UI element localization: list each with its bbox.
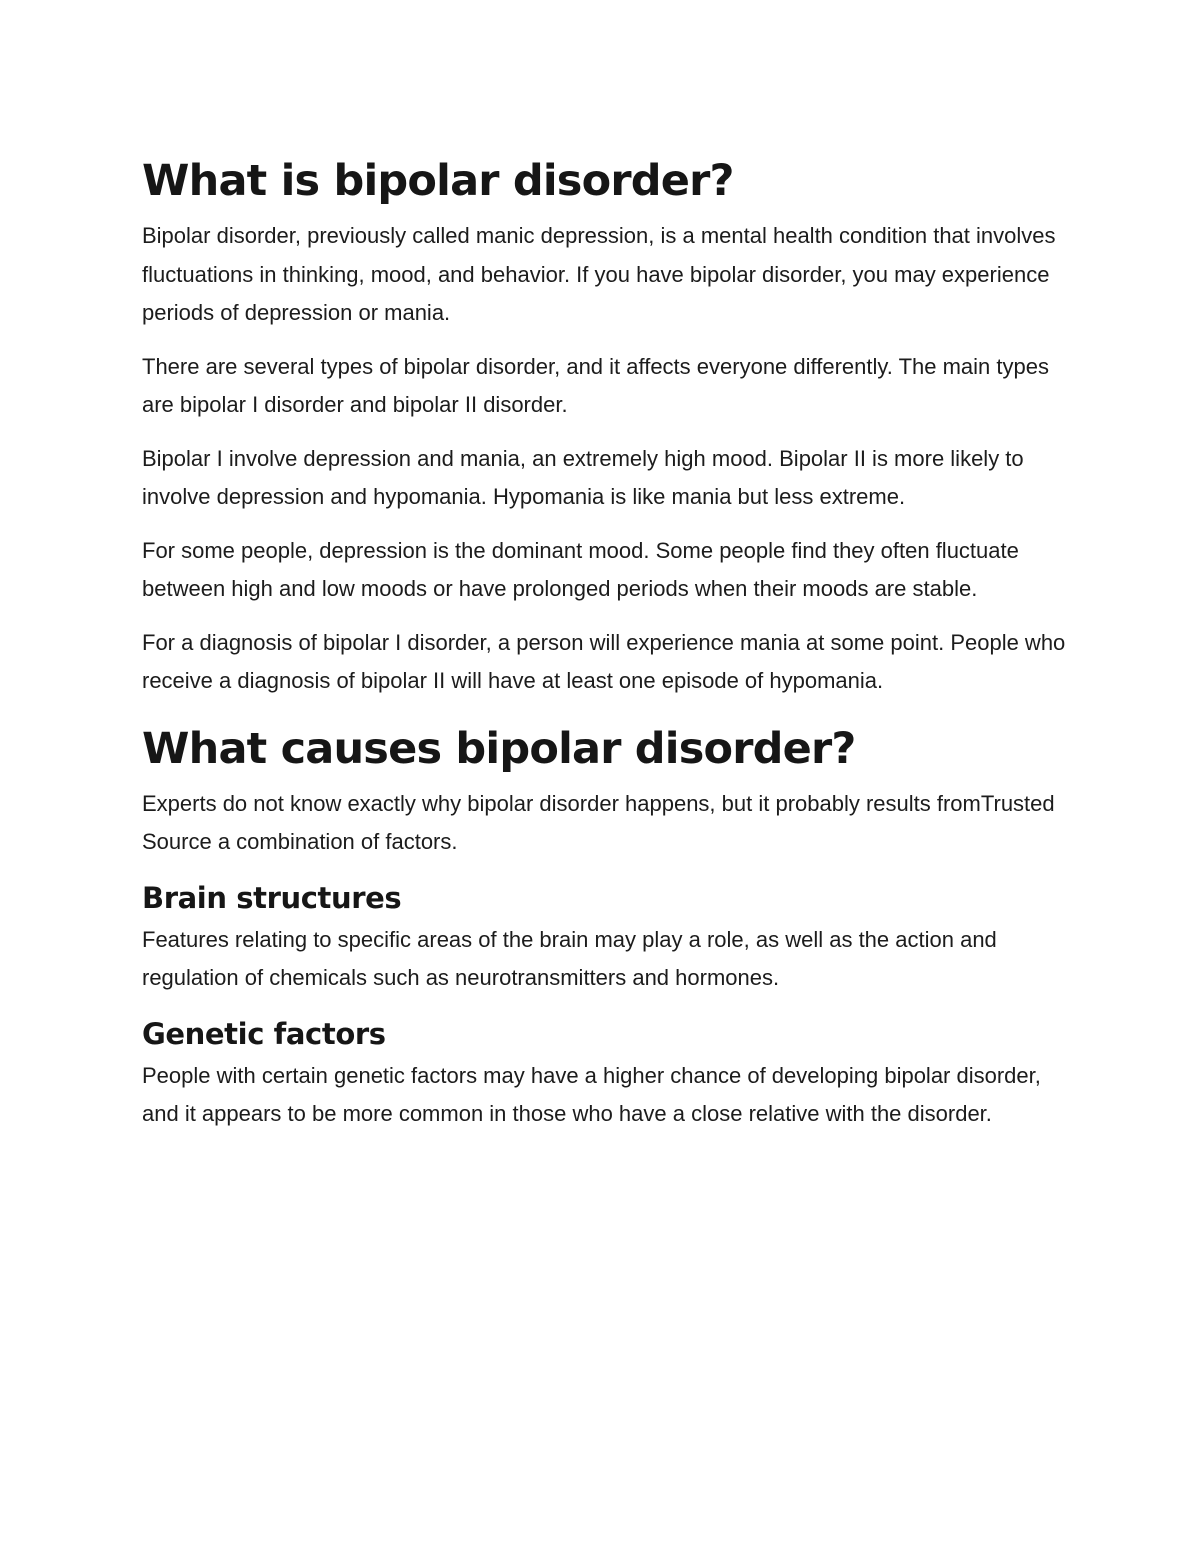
paragraph-bipolar-i-ii: Bipolar I involve depression and mania, an extremely high mood. Bipolar II is more likely to involve depression and hypomania. Hypomania is like mania but less extreme. — [142, 445, 1024, 509]
paragraph-brain-structures: Features relating to specific areas of the brain may play a role, as well as the action and regulation of chemicals such as neurotransmitters and hormones. — [142, 926, 997, 990]
paragraph-genetic-factors: People with certain genetic factors may have a higher chance of developing bipolar disorder, and it appears to be more common in those who have a close relative with the disorder. — [142, 1062, 1041, 1126]
subheading-genetic-factors: Genetic factors — [142, 1016, 386, 1051]
paragraph-types: There are several types of bipolar disorder, and it affects everyone differently. The main types are bipolar I disorder and bipolar II disorder. — [142, 353, 1049, 417]
heading-what-causes-bipolar: What causes bipolar disorder? — [142, 723, 856, 774]
paragraph-diagnosis: For a diagnosis of bipolar I disorder, a person will experience mania at some point. People who receive a diagnosis of bipolar II will have at least one episode of hypomania. — [142, 629, 1066, 693]
document-page — [142, 148, 1072, 1149]
paragraph-dominant-mood: For some people, depression is the dominant mood. Some people find they often fluctuate between high and low moods or have prolonged periods when their moods are stable. — [142, 537, 1019, 601]
heading-what-is-bipolar: What is bipolar disorder? — [142, 156, 734, 206]
subheading-brain-structures: Brain structures — [142, 880, 402, 915]
paragraph-causes: Experts do not know exactly why bipolar disorder happens, but it probably results fromTrusted Source a combination of factors. — [142, 790, 1055, 854]
paragraph-definition: Bipolar disorder, previously called manic depression, is a mental health condition that involves fluctuations in thinking, mood, and behavior. If you have bipolar disorder, you may experience periods of depression or mania. — [142, 223, 1056, 325]
